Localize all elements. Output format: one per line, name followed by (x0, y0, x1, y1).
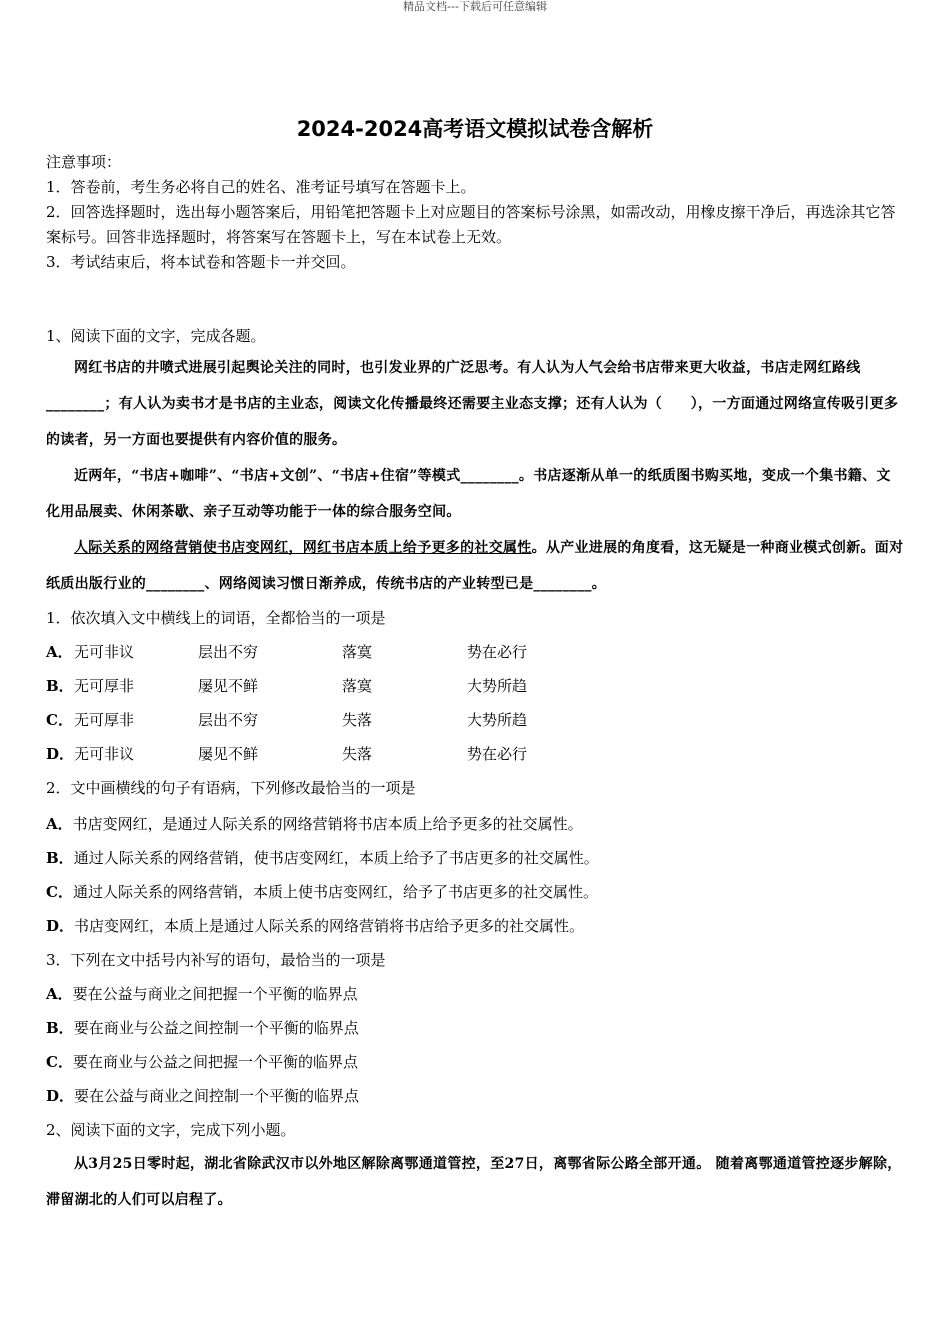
section2-paragraph-1: 从3月25日零时起，湖北省除武汉市以外地区解除离鄂通道管控，至27日，离鄂省际公路全部开通。 随着离鄂通道管控逐步解除，滞留湖北的人们可以启程了。 (46, 1156, 902, 1208)
q3-stem: 3．下列在文中括号内补写的语句，最恰当的一项是 (46, 951, 386, 969)
option-label: D． (46, 745, 75, 763)
option-word-2: 层出不穷 (198, 711, 259, 729)
option-word-1: 无可非议 (74, 643, 135, 661)
header-watermark: 精品文档---下载后可任意编辑 (403, 0, 547, 13)
section1-heading: 1、阅读下面的文字，完成各题。 (46, 327, 266, 345)
section1-paragraph-1: 网红书店的井喷式进展引起舆论关注的同时，也引发业界的广泛思考。有人认为人气会给书店带来更大收益，书店走网红路线________；有人认为卖书才是书店的主业态，阅读文化传播最终还需要主业态支撑；还有人认为（ ），一方面通过网络宣传吸引更多的读者，另一方面也要提供有内容价值的服务。 (46, 360, 899, 448)
notice-heading: 注意事项： (46, 153, 122, 171)
option-word-3: 落寞 (342, 643, 373, 661)
option-text: 书店变网红，本质上是通过人际关系的网络营销将书店给予更多的社交属性。 (74, 917, 585, 935)
option-label: D． (46, 1087, 75, 1105)
q3-option-c (46, 1052, 358, 1072)
q2-option-a (46, 814, 583, 834)
option-text: 书店变网红，是通过人际关系的网络营销将书店本质上给予更多的社交属性。 (72, 815, 583, 833)
section2-heading: 2、阅读下面的文字，完成下列小题。 (46, 1121, 296, 1139)
option-word-4: 势在必行 (467, 745, 528, 763)
section1-paragraph-2: 近两年，“书店+咖啡”、“书店+文创”、“书店+住宿”等模式________。书店逐渐从单一的纸质图书购买地，变成一个集书籍、文化用品展卖、休闲茶歇、亲子互动等功能于一体的综合服务空间。 (46, 468, 891, 520)
option-text: 要在公益与商业之间把握一个平衡的临界点 (72, 985, 358, 1003)
option-word-1: 无可非议 (74, 745, 135, 763)
underlined-sentence: 人际关系的网络营销使书店变网红，网红书店本质上给予更多的社交属性 (74, 540, 532, 556)
option-word-3: 失落 (342, 745, 373, 763)
notice-item-1: 1．答卷前，考生务必将自己的姓名、准考证号填写在答题卡上。 (46, 178, 476, 196)
page-title: 2024-2024高考语文模拟试卷含解析 (296, 117, 654, 141)
option-label: C． (46, 711, 73, 729)
option-label: C． (46, 1053, 73, 1071)
option-label: A． (46, 815, 73, 833)
q3-option-a (46, 984, 358, 1004)
option-word-3: 落寞 (342, 677, 373, 695)
option-word-3: 失落 (342, 711, 373, 729)
notice-item-3: 3．考试结束后，将本试卷和答题卡一并交回。 (46, 253, 356, 271)
option-text: 要在商业与公益之间控制一个平衡的临界点 (73, 1019, 359, 1037)
q2-option-c (46, 882, 598, 902)
paragraph-3-rest: 。从产业进展的角度看，这无疑是一种商业模式创新。面对纸质出版行业的________、网络阅读习惯日渐养成，传统书店的产业转型已是________。 (46, 540, 904, 592)
q3-option-b (46, 1018, 359, 1038)
option-text: 通过人际关系的网络营销，使书店变网红，本质上给予了书店更多的社交属性。 (73, 849, 599, 867)
option-label: C． (46, 883, 73, 901)
option-label: D． (46, 917, 75, 935)
option-word-2: 屡见不鲜 (198, 677, 259, 695)
option-label: A． (46, 643, 73, 661)
option-text: 通过人际关系的网络营销，本质上使书店变网红，给予了书店更多的社交属性。 (72, 883, 598, 901)
option-word-4: 大势所趋 (467, 711, 528, 729)
option-text: 要在商业与公益之间把握一个平衡的临界点 (72, 1053, 358, 1071)
section1-paragraph-3 (46, 530, 904, 602)
option-word-2: 屡见不鲜 (198, 745, 259, 763)
q2-stem: 2．文中画横线的句子有语病，下列修改最恰当的一项是 (46, 779, 416, 797)
option-word-4: 大势所趋 (467, 677, 528, 695)
q2-option-b (46, 848, 599, 868)
option-word-1: 无可厚非 (74, 677, 135, 695)
option-word-1: 无可厚非 (74, 711, 135, 729)
option-word-2: 层出不穷 (198, 643, 259, 661)
option-word-4: 势在必行 (467, 643, 528, 661)
q3-option-d (46, 1086, 359, 1106)
option-text: 要在公益与商业之间控制一个平衡的临界点 (74, 1087, 360, 1105)
option-label: A． (46, 985, 73, 1003)
notice-item-2: 2．回答选择题时，选出每小题答案后，用铅笔把答题卡上对应题目的答案标号涂黑，如需改动，用橡皮擦干净后，再选涂其它答案标号。回答非选择题时，将答案写在答题卡上，写在本试卷上无效。 (46, 203, 896, 246)
option-label: B． (46, 849, 74, 867)
q1-stem: 1．依次填入文中横线上的词语，全都恰当的一项是 (46, 609, 386, 627)
q2-option-d (46, 916, 584, 936)
option-label: B． (46, 677, 74, 695)
option-label: B． (46, 1019, 74, 1037)
